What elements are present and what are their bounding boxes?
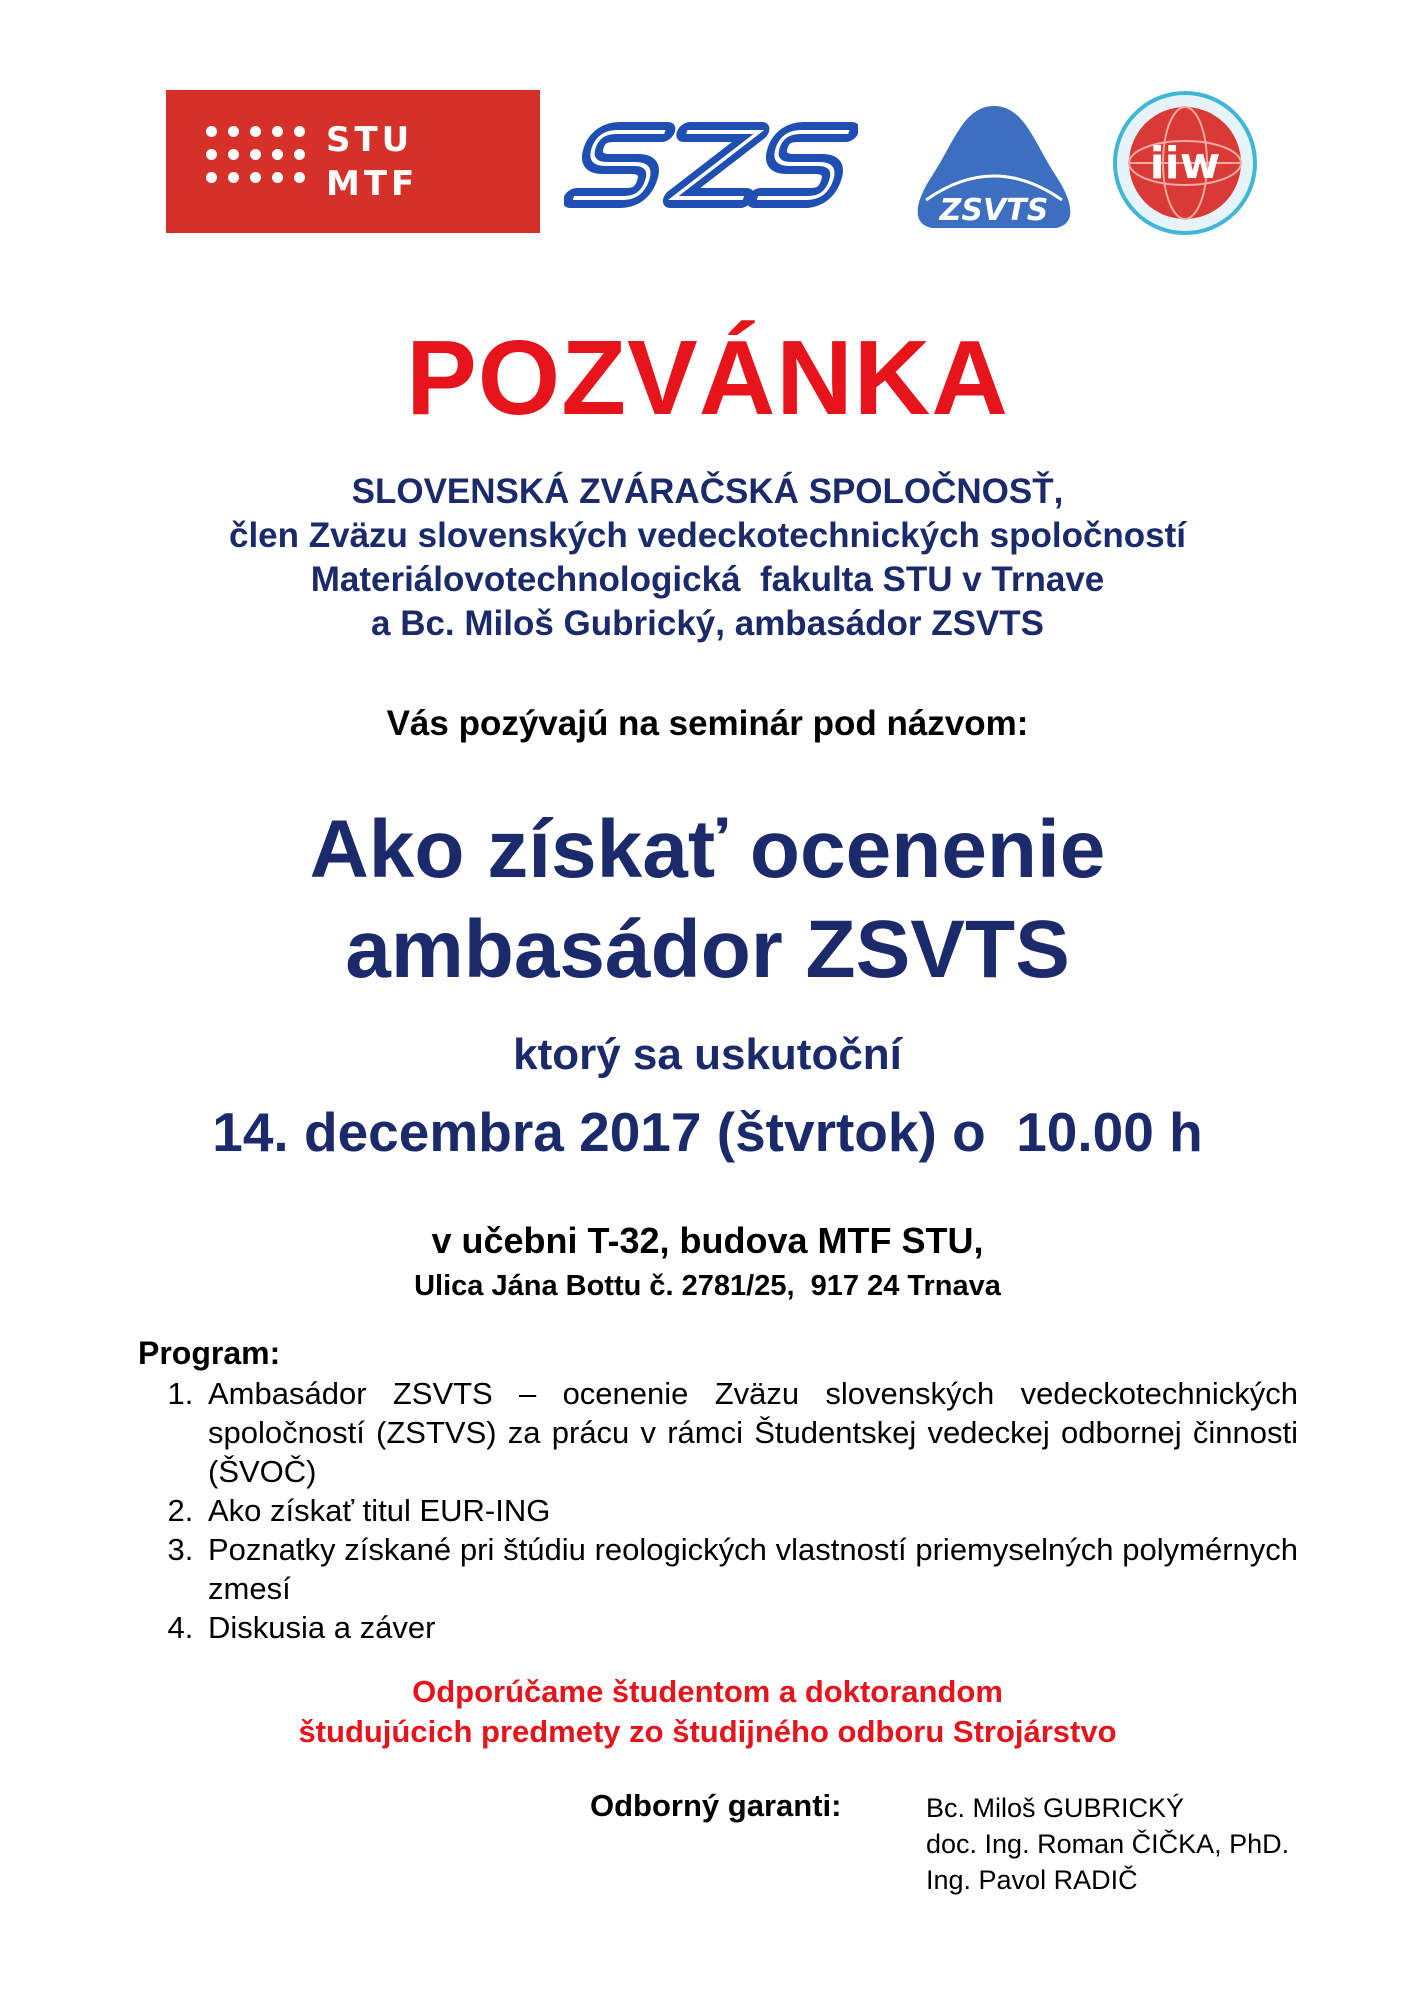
logo-bar (166, 90, 1266, 235)
seminar-name (0, 800, 1415, 1000)
organizer-line: SLOVENSKÁ ZVÁRAČSKÁ SPOLOČNOSŤ, (351, 472, 1064, 511)
stu-mtf-logo (166, 90, 540, 233)
guarantor-name: doc. Ing. Roman ČIČKA, PhD. (926, 1829, 1290, 1859)
program-item: 1. Ambasádor ZSVTS – ocenenie Zväzu slovenských vedeckotechnických spoločností (ZSTVS) za prácu v rámci Študentskej vedeckej odbornej činnosti (ŠVOČ) (202, 1374, 1298, 1491)
guarantor-name: Ing. Pavol RADIČ (926, 1865, 1138, 1895)
guarantor-name: Bc. Miloš GUBRICKÝ (926, 1793, 1185, 1823)
stu-logo-line1: STU (326, 120, 414, 160)
page-title: POZVÁNKA (406, 319, 1009, 437)
iiw-logo-text: iiw (1149, 138, 1221, 189)
seminar-name-line: ambasádor ZSVTS (345, 904, 1070, 995)
organizer-line: a Bc. Miloš Gubrický, ambasádor ZSVTS (371, 604, 1044, 643)
stu-logo-line2: MTF (326, 164, 419, 204)
guarantors-list (926, 1790, 1289, 1898)
program-list (138, 1374, 1298, 1647)
program-section (138, 1335, 1298, 1647)
szs-logo (564, 110, 858, 220)
organizers (0, 470, 1415, 646)
event-address: Ulica Jána Bottu č. 2781/25, 917 24 Trnava (414, 1270, 1001, 1302)
organizer-line: Materiálovotechnologická fakulta STU v Trnave (310, 560, 1105, 599)
organizer-line: člen Zväzu slovenských vedeckotechnických spoločností (228, 516, 1187, 555)
guarantors-label: Odborný garanti: (590, 1788, 842, 1823)
recommendation (0, 1672, 1415, 1752)
iiw-logo (1112, 90, 1258, 236)
recommendation-line: študujúcich predmety zo študijného odboru Strojárstvo (298, 1714, 1117, 1749)
seminar-name-line: Ako získať ocenenie (309, 804, 1106, 895)
program-item: 2. Ako získať titul EUR-ING (202, 1491, 1298, 1530)
program-item: 4. Diskusia a záver (202, 1608, 1298, 1647)
program-item: 3. Poznatky získané pri štúdiu reologických vlastností priemyselných polymérnych zmesí (202, 1530, 1298, 1608)
recommendation-line: Odporúčame študentom a doktorandom (412, 1674, 1003, 1709)
zsvts-logo (906, 102, 1082, 232)
zsvts-logo-text: ZSVTS (939, 193, 1049, 228)
event-date-time: 14. decembra 2017 (štvrtok) o 10.00 h (212, 1101, 1203, 1163)
program-heading: Program: (138, 1335, 281, 1371)
takes-place-text: ktorý sa uskutoční (513, 1030, 902, 1079)
event-room: v učebni T-32, budova MTF STU, (431, 1220, 984, 1261)
stu-dots-icon (206, 126, 306, 183)
invite-text: Vás pozývajú na seminár pod názvom: (386, 704, 1029, 743)
